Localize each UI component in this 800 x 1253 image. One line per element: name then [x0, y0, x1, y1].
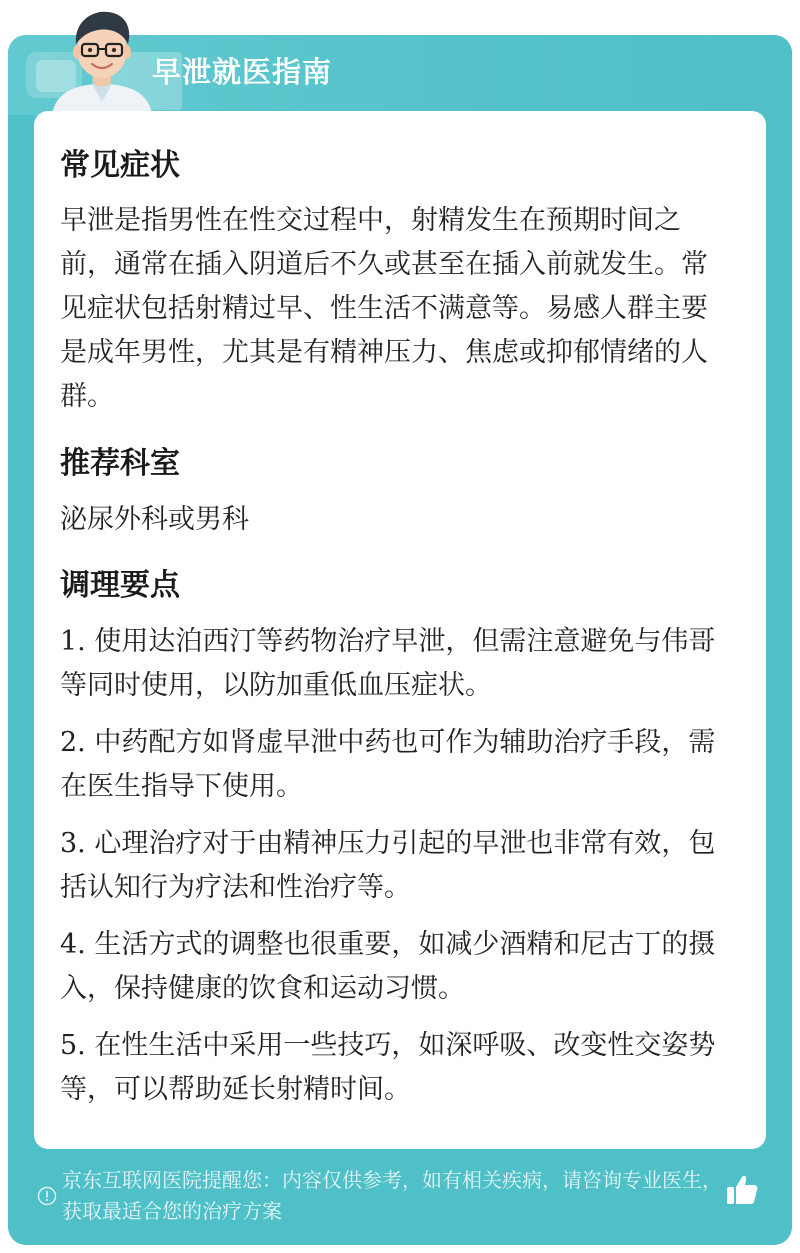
care-item-text: 生活方式的调整也很重要，如减少酒精和尼古丁的摄入，保持健康的饮食和运动习惯。	[60, 929, 716, 1004]
care-item-number: 2.	[60, 727, 86, 758]
thumbs-up-icon[interactable]	[724, 1172, 760, 1208]
care-item-text: 在性生活中采用一些技巧，如深呼吸、改变性交姿势等，可以帮助延长射精时间。	[60, 1030, 716, 1105]
care-item	[60, 620, 722, 708]
info-icon	[37, 1186, 57, 1206]
care-item-number: 3.	[60, 828, 86, 859]
care-item-text: 使用达泊西汀等药物治疗早泄，但需注意避免与伟哥等同时使用，以防加重低血压症状。	[60, 626, 716, 701]
department-text: 泌尿外科或男科	[60, 504, 249, 535]
page-title: 早泄就医指南	[152, 55, 333, 89]
department-heading: 推荐科室	[60, 446, 180, 481]
care-heading: 调理要点	[60, 568, 180, 603]
care-item	[60, 1024, 722, 1112]
symptoms-heading: 常见症状	[60, 148, 180, 183]
care-item-text: 心理治疗对于由精神压力引起的早泄也非常有效，包括认知行为疗法和性治疗等。	[60, 828, 716, 903]
care-item-number: 1.	[60, 626, 86, 657]
disclaimer-text: 京东互联网医院提醒您：内容仅供参考，如有相关疾病，请咨询专业医生，获取最适合您的治疗方案	[62, 1168, 722, 1223]
care-item	[60, 923, 722, 1011]
care-item-text: 中药配方如肾虚早泄中药也可作为辅助治疗手段，需在医生指导下使用。	[60, 727, 716, 802]
care-item	[60, 721, 722, 809]
doctor-avatar-icon	[46, 6, 158, 114]
care-item	[60, 822, 722, 910]
care-item-number: 5.	[60, 1030, 86, 1061]
symptoms-text: 早泄是指男性在性交过程中，射精发生在预期时间之前，通常在插入阴道后不久或甚至在插入前就发生。常见症状包括射精过早、性生活不满意等。易感人群主要是成年男性，尤其是有精神压力、焦虑或抑郁情绪的人群。	[60, 205, 708, 412]
care-item-number: 4.	[60, 929, 86, 960]
